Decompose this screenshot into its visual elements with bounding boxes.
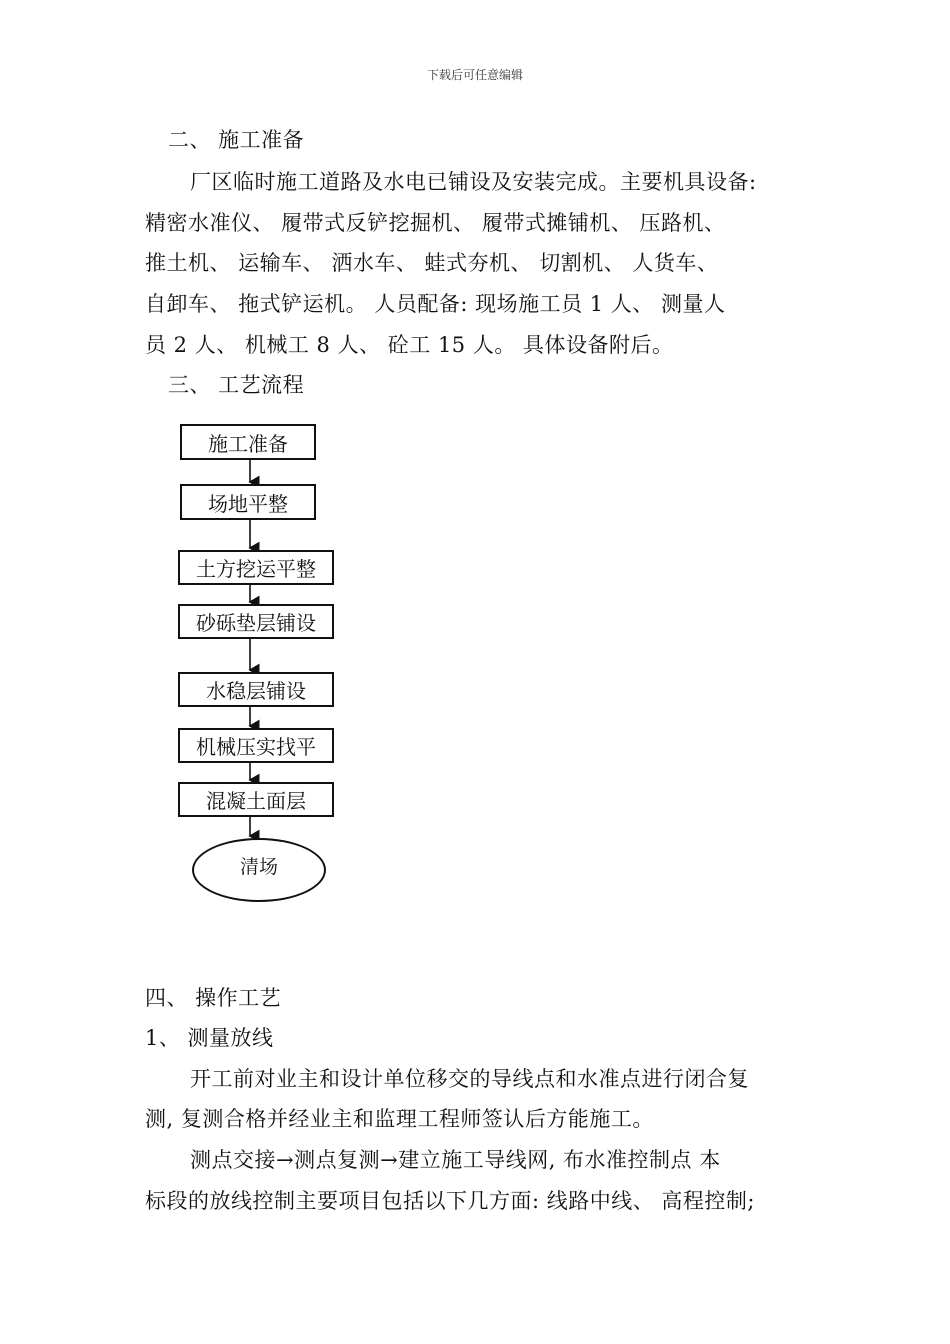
flow-step-box: 水稳层铺设 bbox=[178, 672, 334, 707]
flow-step-box: 场地平整 bbox=[180, 484, 316, 520]
flow-step-box: 机械压实找平 bbox=[178, 728, 334, 763]
flow-step-box: 混凝土面层 bbox=[178, 782, 334, 817]
section-title-process: 三、 工艺流程 bbox=[168, 373, 305, 397]
flow-step-box: 施工准备 bbox=[180, 424, 316, 460]
paragraph-line: 开工前对业主和设计单位移交的导线点和水准点进行闭合复 bbox=[190, 1067, 749, 1091]
process-flowchart bbox=[168, 412, 358, 912]
paragraph-line: 标段的放线控制主要项目包括以下几方面: 线路中线、 高程控制; bbox=[145, 1189, 755, 1213]
paragraph-line: 测, 复测合格并经业主和监理工程师签认后方能施工。 bbox=[145, 1107, 654, 1131]
paragraph-line: 推土机、 运输车、 洒水车、 蛙式夯机、 切割机、 人货车、 bbox=[145, 251, 719, 275]
flow-end-oval: 清场 bbox=[192, 838, 326, 902]
paragraph-line: 测点交接→测点复测→建立施工导线网, 布水准控制点 本 bbox=[190, 1148, 721, 1172]
paragraph-line: 自卸车、 拖式铲运机。 人员配备: 现场施工员 1 人、 测量人 bbox=[145, 292, 726, 316]
paragraph-line: 员 2 人、 机械工 8 人、 砼工 15 人。 具体设备附后。 bbox=[145, 333, 674, 357]
paragraph-line: 精密水准仪、 履带式反铲挖掘机、 履带式摊铺机、 压路机、 bbox=[145, 211, 726, 235]
page-header-note: 下载后可任意编辑 bbox=[426, 68, 523, 82]
section-title-preparation: 二、 施工准备 bbox=[168, 128, 305, 152]
flow-step-box: 土方挖运平整 bbox=[178, 550, 334, 585]
flow-step-box: 砂砾垫层铺设 bbox=[178, 604, 334, 639]
section-title-operation: 四、 操作工艺 bbox=[145, 986, 282, 1010]
subsection-title-survey: 1、 测量放线 bbox=[145, 1026, 274, 1050]
paragraph-line: 厂区临时施工道路及水电已铺设及安装完成。主要机具设备: bbox=[190, 170, 757, 194]
